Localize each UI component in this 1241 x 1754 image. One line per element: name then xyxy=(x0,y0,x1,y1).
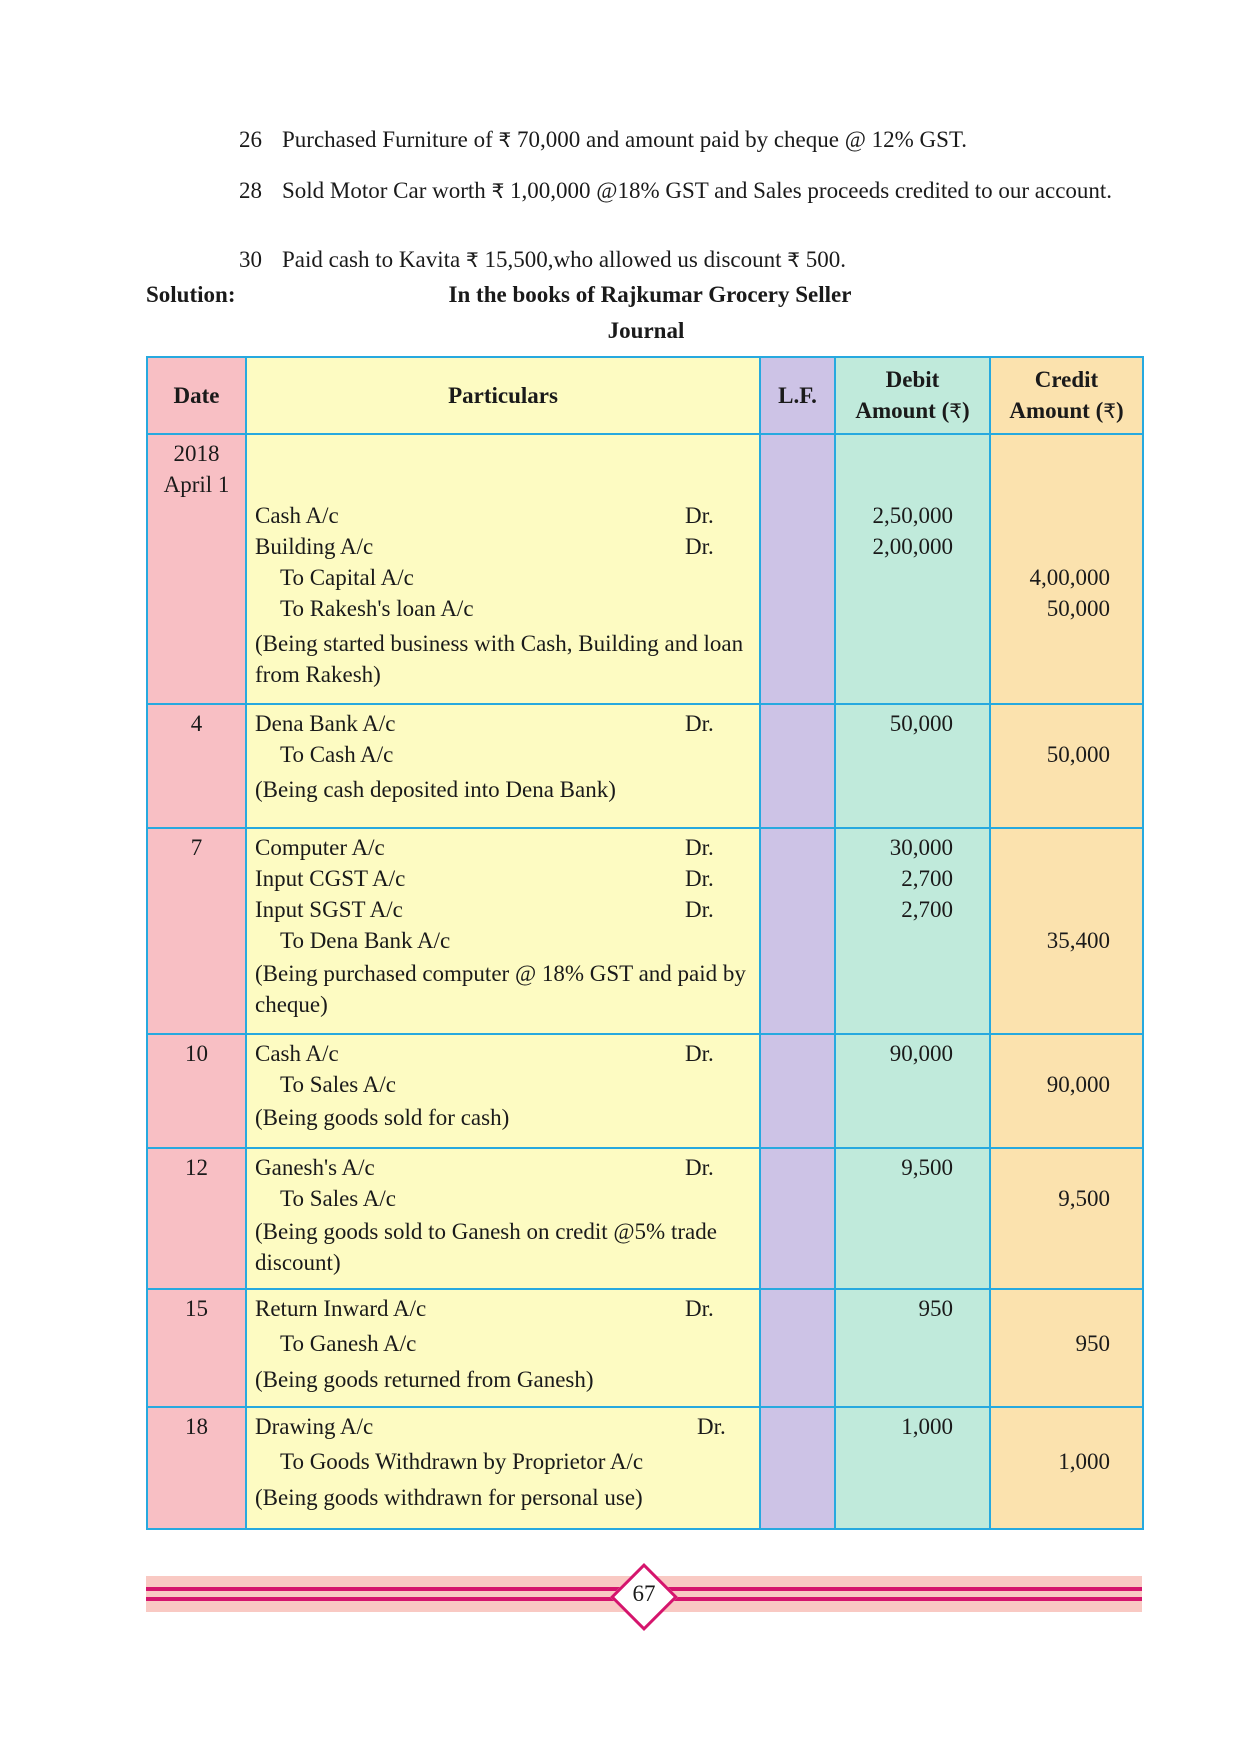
entry-date: 2018 April 1 xyxy=(147,434,246,704)
entry-lf xyxy=(760,1289,835,1407)
question-date: 30 xyxy=(239,247,262,272)
entry-lf xyxy=(760,434,835,704)
entry-particulars: Drawing A/c Dr. To Goods Withdrawn by Proprietor A/c (Being goods withdrawn for personal use) xyxy=(246,1407,760,1529)
header-credit: Credit Amount (₹) xyxy=(990,357,1143,434)
table-row xyxy=(147,1407,1143,1529)
books-title: In the books of Rajkumar Grocery Seller xyxy=(448,282,852,307)
entry-debit: 2,50,000 2,00,000 xyxy=(835,434,990,704)
entry-date: 10 xyxy=(147,1034,246,1148)
entry-date: 4 xyxy=(147,704,246,828)
table-row xyxy=(147,1289,1143,1407)
entry-credit: 90,000 xyxy=(990,1034,1143,1148)
entry-credit: 950 xyxy=(990,1289,1143,1407)
question-text: Sold Motor Car worth ₹ 1,00,000 @18% GST and Sales proceeds credited to our account. xyxy=(282,178,1113,203)
entry-particulars: Ganesh's A/c Dr. To Sales A/c (Being goods sold to Ganesh on credit @5% trade discount) xyxy=(246,1148,760,1289)
entry-narration: (Being goods sold to Ganesh on credit @5% trade discount) xyxy=(255,1219,717,1275)
entry-date: 18 xyxy=(147,1407,246,1529)
table-row xyxy=(147,828,1143,1034)
entry-particulars: Cash A/c Dr. Building A/c Dr. To Capital A/c To Rakesh's loan A/c (Being started business with Cash, Building and loan from Rakesh) xyxy=(246,434,760,704)
entry-credit: 1,000 xyxy=(990,1407,1143,1529)
entry-debit: 30,000 2,700 2,700 xyxy=(835,828,990,1034)
entry-credit: 50,000 xyxy=(990,704,1143,828)
entry-narration: (Being goods sold for cash) xyxy=(255,1105,510,1130)
header-particulars: Particulars xyxy=(246,357,760,434)
entry-narration: (Being goods withdrawn for personal use) xyxy=(255,1485,643,1510)
entry-date: 7 xyxy=(147,828,246,1034)
entry-narration: (Being purchased computer @ 18% GST and paid by cheque) xyxy=(255,961,746,1017)
entry-particulars: Computer A/c Dr. Input CGST A/c Dr. Input SGST A/c Dr. To Dena Bank A/c (Being purchased computer @ 18% GST and paid by cheque) xyxy=(246,828,760,1034)
question-date: 26 xyxy=(239,127,262,152)
header-debit: Debit Amount (₹) xyxy=(835,357,990,434)
entry-date: 15 xyxy=(147,1289,246,1407)
table-header-row xyxy=(147,357,1143,434)
entry-particulars: Dena Bank A/c Dr. To Cash A/c (Being cash deposited into Dena Bank) xyxy=(246,704,760,828)
entry-debit: 950 xyxy=(835,1289,990,1407)
page-number: 67 xyxy=(632,1581,656,1606)
entry-narration: (Being started business with Cash, Building and loan from Rakesh) xyxy=(255,631,744,687)
table-row xyxy=(147,1034,1143,1148)
question-date: 28 xyxy=(239,178,262,203)
entry-date: 12 xyxy=(147,1148,246,1289)
entry-narration: (Being goods returned from Ganesh) xyxy=(255,1367,594,1392)
entry-debit: 1,000 xyxy=(835,1407,990,1529)
entry-credit: 35,400 xyxy=(990,828,1143,1034)
entry-lf xyxy=(760,1034,835,1148)
entry-particulars: Cash A/c Dr. To Sales A/c (Being goods sold for cash) xyxy=(246,1034,760,1148)
entry-debit: 50,000 xyxy=(835,704,990,828)
entry-lf xyxy=(760,828,835,1034)
question-text: Purchased Furniture of ₹ 70,000 and amount paid by cheque @ 12% GST. xyxy=(282,127,968,152)
entry-lf xyxy=(760,704,835,828)
entry-debit: 90,000 xyxy=(835,1034,990,1148)
table-row xyxy=(147,1148,1143,1289)
entry-credit: 9,500 xyxy=(990,1148,1143,1289)
entry-lf xyxy=(760,1407,835,1529)
table-row xyxy=(147,434,1143,704)
journal-table xyxy=(146,356,1144,1530)
entry-credit: 4,00,000 50,000 xyxy=(990,434,1143,704)
entry-debit: 9,500 xyxy=(835,1148,990,1289)
entry-lf xyxy=(760,1148,835,1289)
table-row xyxy=(147,704,1143,828)
entry-narration: (Being cash deposited into Dena Bank) xyxy=(255,777,616,802)
question-text: Paid cash to Kavita ₹ 15,500,who allowed us discount ₹ 500. xyxy=(282,247,846,272)
entry-particulars: Return Inward A/c Dr. To Ganesh A/c (Being goods returned from Ganesh) xyxy=(246,1289,760,1407)
solution-label: Solution: xyxy=(146,282,236,307)
header-lf: L.F. xyxy=(760,357,835,434)
header-date: Date xyxy=(147,357,246,434)
journal-title: Journal xyxy=(607,318,685,343)
